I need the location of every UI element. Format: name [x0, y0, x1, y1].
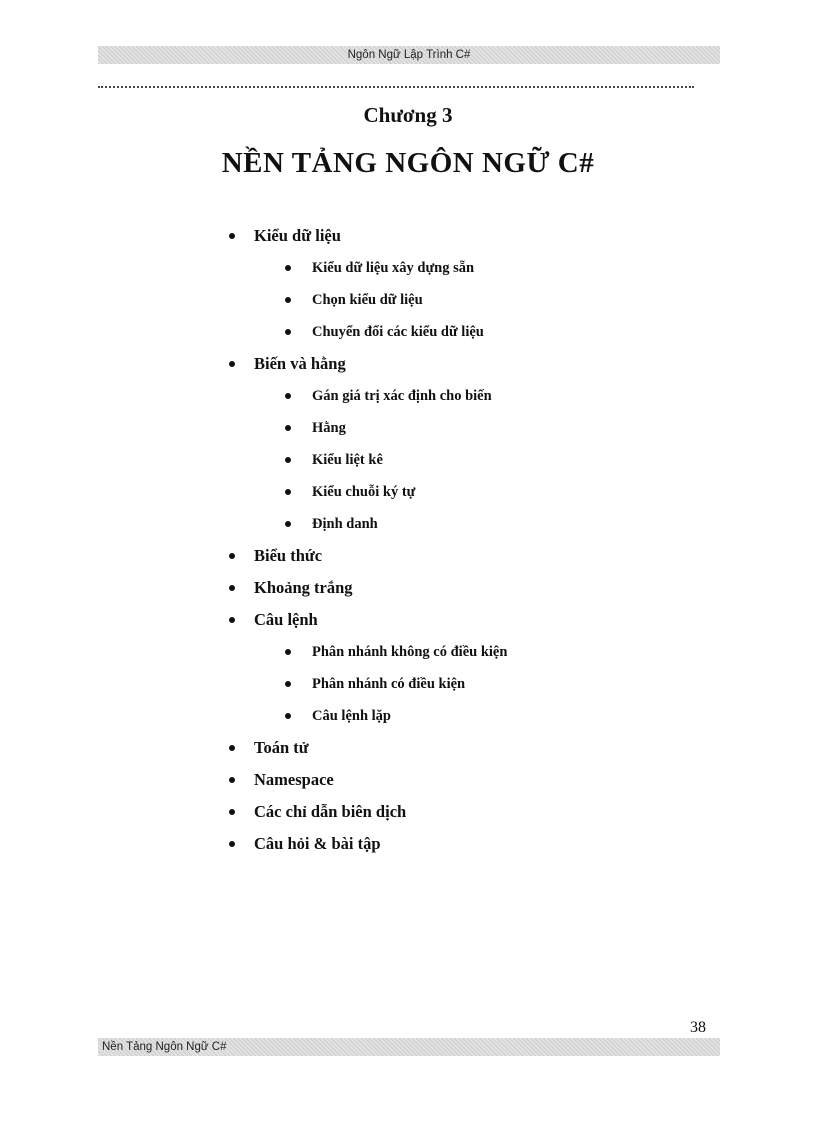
outline-subitem: Phân nhánh không có điều kiện [226, 636, 746, 668]
outline-item: Toán tử [226, 732, 746, 764]
bullet-icon [285, 425, 291, 431]
outline-subitem: Chuyển đổi các kiểu dữ liệu [226, 316, 746, 348]
bullet-icon [285, 713, 291, 719]
chapter-outline [226, 220, 746, 860]
outline-subitem: Kiểu liệt kê [226, 444, 746, 476]
outline-item: Câu lệnh [226, 604, 746, 636]
bullet-icon [229, 361, 235, 367]
outline-item: Biểu thức [226, 540, 746, 572]
outline-subitem: Phân nhánh có điều kiện [226, 668, 746, 700]
bullet-icon [229, 553, 235, 559]
bullet-icon [229, 809, 235, 815]
chapter-title: NỀN TẢNG NGÔN NGỮ C# [221, 147, 595, 179]
chapter-label: Chương 3 [363, 103, 453, 127]
outline-subitem: Chọn kiểu dữ liệu [226, 284, 746, 316]
bullet-icon [285, 649, 291, 655]
running-footer-title: Nền Tảng Ngôn Ngữ C# [102, 1041, 227, 1053]
outline-subitem: Câu lệnh lặp [226, 700, 746, 732]
outline-item: Namespace [226, 764, 746, 796]
running-header-title: Ngôn Ngữ Lập Trình C# [347, 49, 471, 61]
outline-subitem: Hằng [226, 412, 746, 444]
outline-item: Biến và hằng [226, 348, 746, 380]
bullet-icon [285, 265, 291, 271]
bullet-icon [229, 841, 235, 847]
bullet-icon [229, 585, 235, 591]
outline-subitem: Gán giá trị xác định cho biến [226, 380, 746, 412]
header-divider [98, 86, 694, 88]
bullet-icon [285, 521, 291, 527]
bullet-icon [285, 329, 291, 335]
bullet-icon [285, 297, 291, 303]
outline-subitem: Kiểu dữ liệu xây dựng sẵn [226, 252, 746, 284]
bullet-icon [229, 233, 235, 239]
bullet-icon [285, 393, 291, 399]
running-footer [98, 1038, 720, 1056]
outline-item: Kiểu dữ liệu [226, 220, 746, 252]
page-number: 38 [690, 1019, 706, 1036]
outline-subitem: Định danh [226, 508, 746, 540]
bullet-icon [285, 489, 291, 495]
running-header [98, 46, 720, 64]
bullet-icon [285, 681, 291, 687]
outline-item: Các chỉ dẫn biên dịch [226, 796, 746, 828]
bullet-icon [285, 457, 291, 463]
bullet-icon [229, 617, 235, 623]
bullet-icon [229, 745, 235, 751]
outline-item: Câu hỏi & bài tập [226, 828, 746, 860]
bullet-icon [229, 777, 235, 783]
outline-item: Khoảng trắng [226, 572, 746, 604]
outline-subitem: Kiểu chuỗi ký tự [226, 476, 746, 508]
